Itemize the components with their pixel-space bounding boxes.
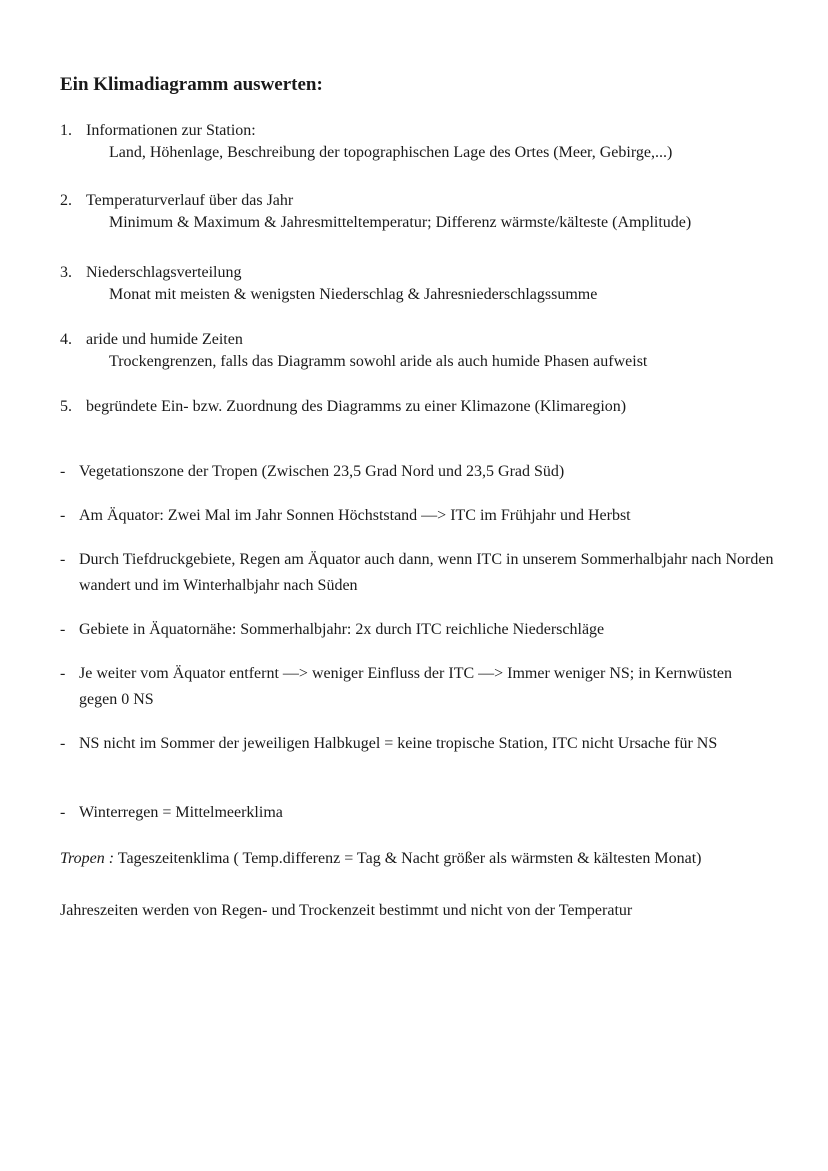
step-number: 2. <box>60 192 72 209</box>
bullet-item <box>60 547 780 599</box>
step-detail: Minimum & Maximum & Jahresmitteltemperatur; Differenz wärmste/kälteste (Amplitude) <box>109 214 692 231</box>
tropen-paragraph <box>60 846 760 872</box>
step-1 <box>60 120 800 164</box>
step-heading: Niederschlagsverteilung <box>86 264 242 281</box>
step-heading: Informationen zur Station: <box>86 122 256 139</box>
step-detail: Monat mit meisten & wenigsten Niederschlag & Jahresniederschlagssumme <box>109 286 598 303</box>
step-number: 5. <box>60 398 72 415</box>
bullet-text: Durch Tiefdruckgebiete, Regen am Äquator auch dann, wenn ITC in unserem Sommerhalbjahr nach Norden wandert und im Winterhalbjahr nach Süden <box>79 551 774 594</box>
bullet-item <box>60 459 780 485</box>
bullet-dash: - <box>60 551 66 568</box>
bullet-item <box>60 800 780 826</box>
step-number: 4. <box>60 331 72 348</box>
bullet-text: Winterregen = Mittelmeerklima <box>79 804 283 821</box>
step-3 <box>60 262 800 306</box>
bullet-dash: - <box>60 665 66 682</box>
bullet-dash: - <box>60 735 66 752</box>
jahreszeiten-paragraph: Jahreszeiten werden von Regen- und Trockenzeit bestimmt und nicht von der Temperatur <box>60 902 633 919</box>
bullet-dash: - <box>60 621 66 638</box>
bullet-dash: - <box>60 463 66 480</box>
bullet-dash: - <box>60 804 66 821</box>
step-2 <box>60 190 800 234</box>
bullet-item <box>60 661 760 713</box>
bullet-item <box>60 731 775 757</box>
bullet-text: Am Äquator: Zwei Mal im Jahr Sonnen Höchststand —> ITC im Frühjahr und Herbst <box>79 507 631 524</box>
step-number: 1. <box>60 122 72 139</box>
bullet-text: Je weiter vom Äquator entfernt —> weniger Einfluss der ITC —> Immer weniger NS; in Kernwüsten gegen 0 NS <box>79 665 732 708</box>
page-title: Ein Klimadiagramm auswerten: <box>60 74 323 95</box>
bullet-item <box>60 503 780 529</box>
bullet-text: Gebiete in Äquatornähe: Sommerhalbjahr: 2x durch ITC reichliche Niederschläge <box>79 621 605 638</box>
step-detail: Trockengrenzen, falls das Diagramm sowohl aride als auch humide Phasen aufweist <box>109 353 648 370</box>
step-number: 3. <box>60 264 72 281</box>
step-heading: aride und humide Zeiten <box>86 331 243 348</box>
step-heading: Temperaturverlauf über das Jahr <box>86 192 294 209</box>
bullet-item <box>60 617 780 643</box>
tropen-text: Tageszeitenklima ( Temp.differenz = Tag & Nacht größer als wärmsten & kältesten Monat) <box>114 850 702 867</box>
step-detail: Land, Höhenlage, Beschreibung der topographischen Lage des Ortes (Meer, Gebirge,...) <box>109 144 673 161</box>
tropen-label: Tropen : <box>60 850 115 867</box>
bullet-dash: - <box>60 507 66 524</box>
step-heading: begründete Ein- bzw. Zuordnung des Diagramms zu einer Klimazone (Klimaregion) <box>86 398 627 415</box>
bullet-text: NS nicht im Sommer der jeweiligen Halbkugel = keine tropische Station, ITC nicht Ursache für NS <box>79 735 718 752</box>
bullet-text: Vegetationszone der Tropen (Zwischen 23,5 Grad Nord und 23,5 Grad Süd) <box>79 463 565 480</box>
step-4 <box>60 329 800 373</box>
step-5 <box>60 396 800 418</box>
